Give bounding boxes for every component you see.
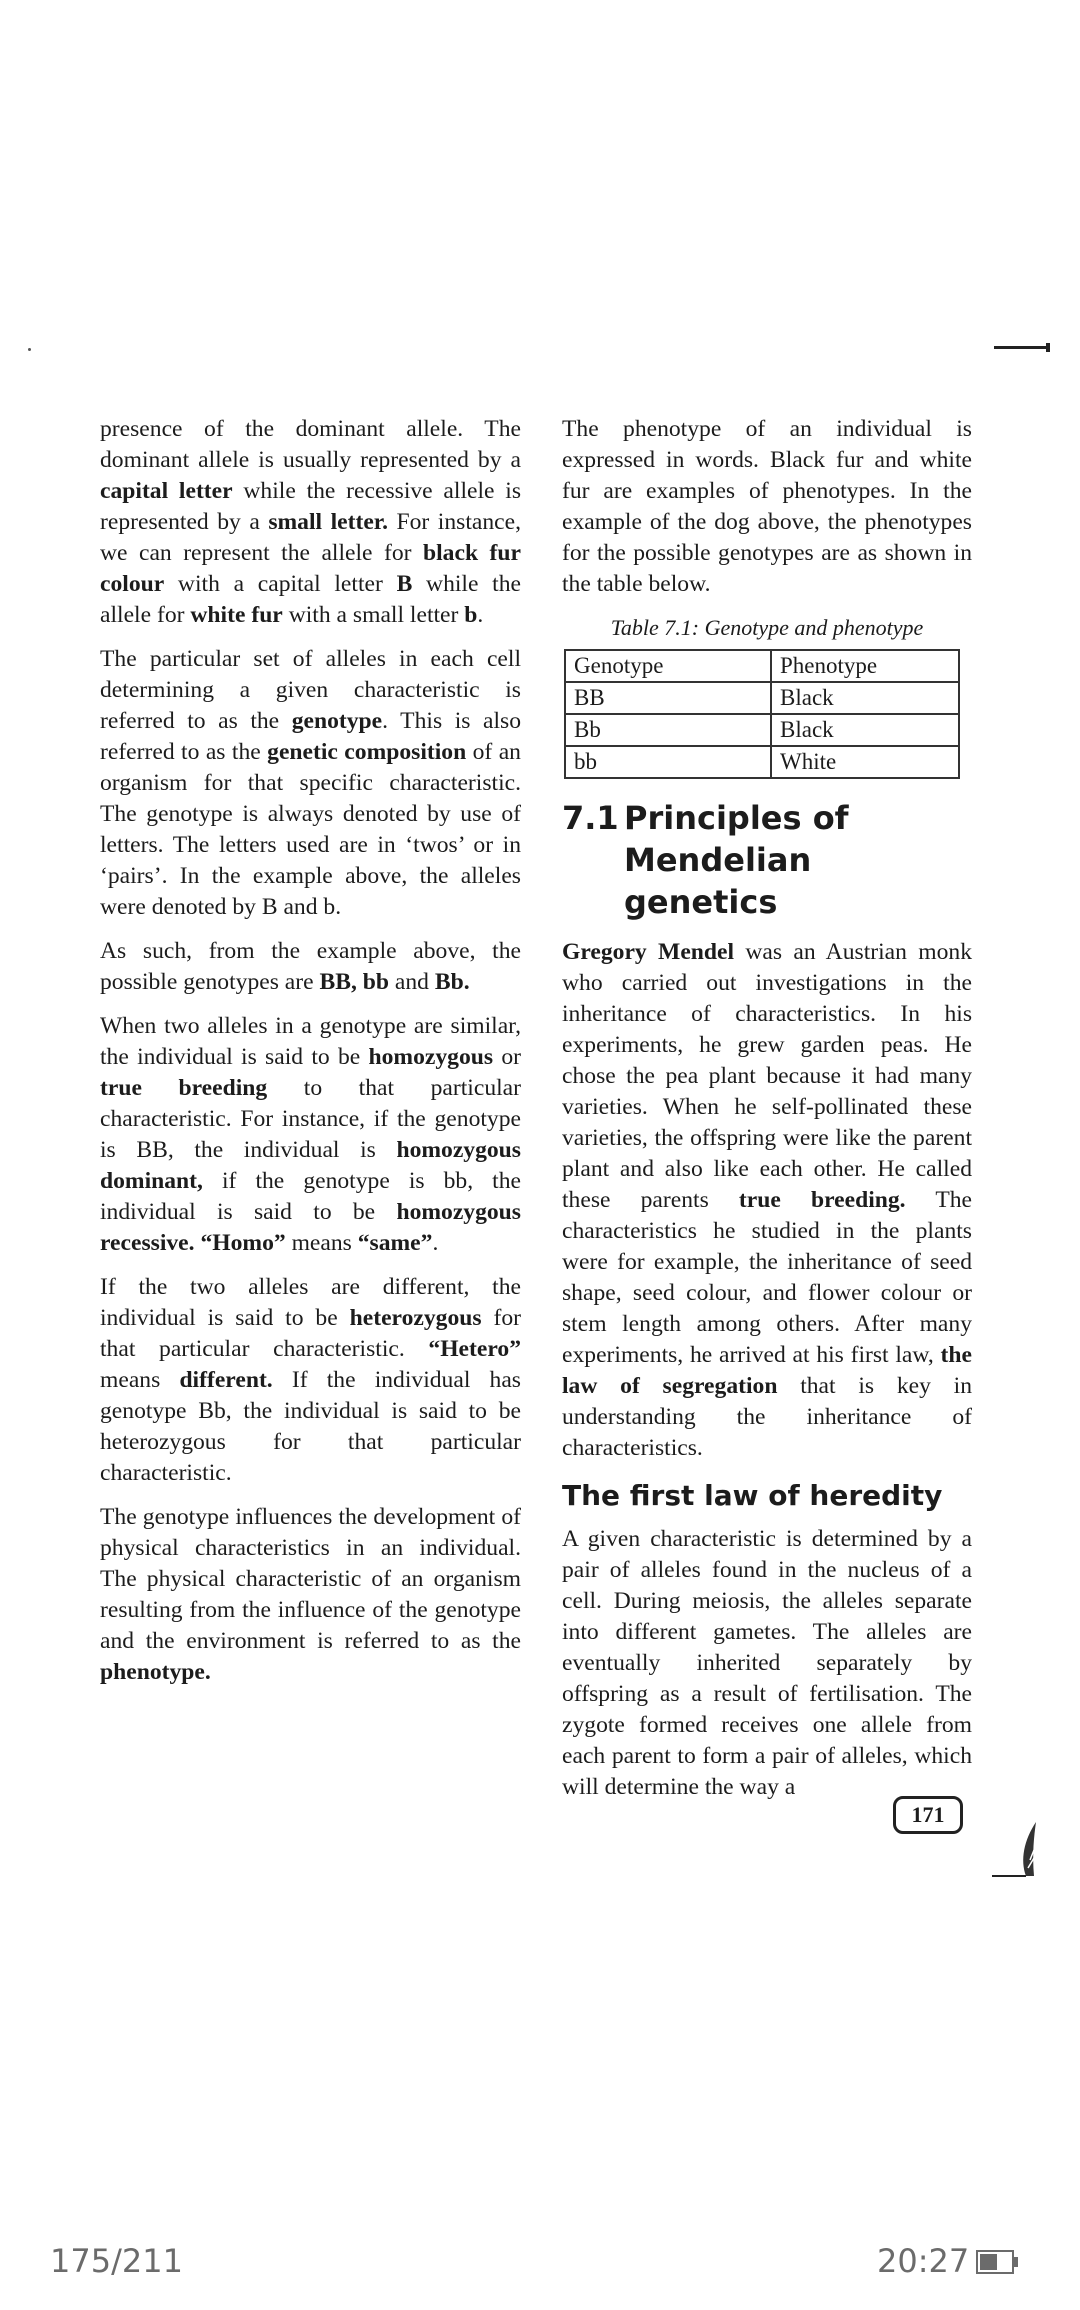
table-caption: Table 7.1: Genotype and phenotype: [610, 615, 924, 640]
bold-term: “Homo”: [200, 1230, 286, 1256]
left-column: [100, 414, 521, 1701]
bold-term: B: [396, 571, 413, 597]
paragraph: [100, 414, 521, 631]
text-run: .: [477, 602, 484, 628]
paragraph: [100, 936, 521, 998]
bold-term: Bb.: [434, 969, 470, 995]
text-run: if the genotype is bb, the individual is said to be: [100, 1168, 521, 1225]
clock: 20:27: [877, 2242, 970, 2280]
text-run: If the two alleles are different, the individual is said to be: [100, 1274, 521, 1331]
text-run: or: [493, 1044, 521, 1070]
text-run: for that particular characteristic.: [100, 1305, 521, 1362]
text-run: When two alleles in a genotype are similar, the individual is said to be: [100, 1013, 521, 1070]
text-run: As such, from the example above, the possible genotypes are: [100, 938, 521, 995]
bold-term: Gregory Mendel: [562, 939, 735, 965]
table-cell: Bb: [565, 714, 771, 746]
bold-term: true breeding: [100, 1075, 268, 1101]
bold-term: true breeding.: [738, 1187, 906, 1213]
paragraph: [562, 414, 972, 600]
table-row: [565, 682, 959, 714]
table-header-cell: Genotype: [565, 650, 771, 682]
table-cell: bb: [565, 746, 771, 778]
page-edge-mark: [994, 346, 1050, 349]
section-number: 7.1: [562, 799, 619, 837]
bold-term: small letter.: [268, 509, 388, 535]
table-cell: White: [771, 746, 959, 778]
bold-term: black fur colour: [100, 540, 521, 597]
subsection-heading: The first law of heredity: [562, 1479, 943, 1512]
text-run: For instance, we can represent the allele for: [100, 509, 521, 566]
text-run: presence of the dominant allele. The dominant allele is usually represented by a: [100, 416, 521, 473]
left-paragraphs: [100, 414, 521, 1688]
text-run: If the individual has genotype Bb, the individual is said to be heterozygous for that particular characteristic.: [100, 1367, 521, 1486]
table-header-row: [565, 650, 959, 682]
battery-level: [980, 2254, 997, 2270]
bold-term: homozygous: [368, 1044, 494, 1070]
bold-term: “Hetero”: [428, 1336, 521, 1362]
text-run: with a capital letter: [164, 571, 397, 597]
page-edge-tick: [1046, 343, 1050, 352]
paragraph: [562, 937, 972, 1464]
page-curl-icon: [990, 1810, 1040, 1880]
paragraph: [562, 1524, 972, 1803]
bold-term: genotype: [291, 708, 383, 734]
bold-term: genetic composition: [267, 739, 467, 765]
section-title-line1: Principles of: [624, 799, 849, 837]
bold-term: white fur: [190, 602, 283, 628]
table-row: [565, 714, 959, 746]
right-intro-paragraphs: [562, 414, 972, 600]
page-number: 171: [893, 1796, 963, 1834]
scan-speck: [28, 348, 31, 351]
text-run: The genotype influences the development of physical characteristics in an individual. The physical characteristic of an organism resulting from the influence of the genotype and the environment is referred to as the: [100, 1504, 521, 1654]
text-run: A given characteristic is determined by a pair of alleles found in the nucleus of a cell. During meiosis, the alleles separate into different gametes. The alleles are eventually inherited separately by offspring as a result of fertilisation. The zygote formed receives one allele from each parent to form a pair of alleles, which will determine the way a: [562, 1526, 972, 1800]
text-run: and: [389, 969, 435, 995]
section-paragraphs: [562, 937, 972, 1464]
bold-term: heterozygous: [349, 1305, 482, 1331]
bold-term: homozygous recessive.: [100, 1199, 521, 1256]
bold-term: capital letter: [100, 478, 233, 504]
subsection-paragraphs: [562, 1524, 972, 1803]
text-run: The characteristics he studied in the plants were for example, the inheritance of seed shape, seed colour, and flower colour or stem length among others. After many experiments, he arrived at his first law,: [562, 1187, 972, 1368]
bold-term: the law of segregation: [562, 1342, 972, 1399]
bold-term: homozygous dominant,: [100, 1137, 521, 1194]
bold-term: “same”: [357, 1230, 433, 1256]
bold-term: BB, bb: [319, 969, 390, 995]
table-cell: Black: [771, 714, 959, 746]
right-column: [562, 414, 972, 1816]
text-run: means: [285, 1230, 358, 1256]
page-indicator: 175/211: [50, 2242, 183, 2280]
table-cell: Black: [771, 682, 959, 714]
text-run: The particular set of alleles in each cell determining a given characteristic is referred to as the: [100, 646, 521, 734]
genotype-table: [564, 649, 960, 779]
table-header-cell: Phenotype: [771, 650, 959, 682]
text-run: . This is also referred to as the: [100, 708, 521, 765]
section-heading: [562, 797, 972, 923]
text-run: means: [100, 1367, 180, 1393]
paragraph: [100, 1272, 521, 1489]
text-run: of an organism for that specific characteristic. The genotype is always denoted by use of letters. The letters used are in ‘twos’ or in ‘pairs’. In the example above, the alleles were denoted by B and b.: [100, 739, 521, 920]
text-run: with a small letter: [282, 602, 465, 628]
text-run: while the recessive allele is represented by a: [100, 478, 521, 535]
battery-tip: [1014, 2257, 1018, 2267]
paragraph: [100, 644, 521, 923]
table-row: [565, 746, 959, 778]
paragraph: [100, 1502, 521, 1688]
bold-term: phenotype.: [100, 1659, 211, 1685]
table-cell: BB: [565, 682, 771, 714]
paragraph: [100, 1011, 521, 1259]
text-run: that is key in understanding the inheritance of characteristics.: [562, 1373, 972, 1461]
text-run: while the allele for: [100, 571, 521, 628]
text-run: The phenotype of an individual is expressed in words. Black fur and white fur are examples of phenotypes. In the example of the dog above, the phenotypes for the possible genotypes are as shown in the table below.: [562, 416, 972, 597]
section-title-line2: Mendelian genetics: [624, 841, 812, 921]
bold-term: different.: [179, 1367, 273, 1393]
text-run: was an Austrian monk who carried out investigations in the inheritance of characteristics. In his experiments, he grew garden peas. He chose the pea plant because it had many varieties. When he self-pollinated these varieties, the offspring were like the parent plant and also like each other. He called these parents: [562, 939, 972, 1213]
text-run: .: [432, 1230, 439, 1256]
text-run: to that particular characteristic. For instance, if the genotype is BB, the individual is: [100, 1075, 521, 1163]
bold-term: b: [464, 602, 478, 628]
